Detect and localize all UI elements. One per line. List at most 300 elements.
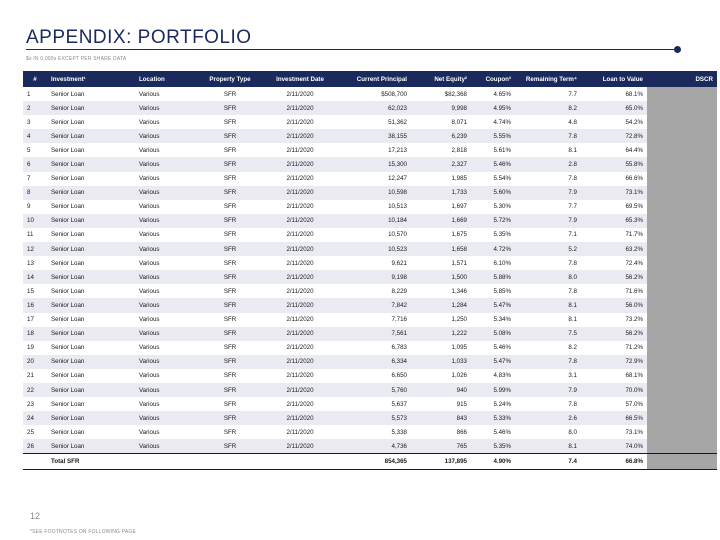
cell-investment: Senior Loan: [47, 115, 135, 129]
cell-remaining-term: 8.1: [515, 313, 581, 327]
cell-property-type: SFR: [195, 101, 265, 115]
cell-dscr: [647, 313, 717, 327]
cell-dscr: [647, 172, 717, 186]
cell-net-equity: 1,250: [411, 313, 471, 327]
table-row: [23, 327, 717, 341]
cell-investment: Senior Loan: [47, 313, 135, 327]
cell-property-type: SFR: [195, 383, 265, 397]
cell-investment-date: 2/11/2020: [265, 327, 335, 341]
cell-coupon: 4.72%: [471, 242, 515, 256]
cell-investment: Senior Loan: [47, 270, 135, 284]
cell-number: 10: [23, 214, 47, 228]
cell-location: Various: [135, 172, 195, 186]
cell-coupon: 5.55%: [471, 129, 515, 143]
cell-investment-date: 2/11/2020: [265, 242, 335, 256]
cell-coupon: 5.46%: [471, 157, 515, 171]
table-row: [23, 284, 717, 298]
cell-dscr: [647, 327, 717, 341]
units-note: $s IN 0,000s EXCEPT PER SHARE DATA: [26, 56, 127, 62]
cell-location: Various: [135, 157, 195, 171]
cell-loan-to-value: 72.8%: [581, 129, 647, 143]
cell-dscr: [647, 355, 717, 369]
cell-investment: Senior Loan: [47, 200, 135, 214]
cell-current-principal: 8,229: [335, 284, 411, 298]
cell-coupon: 5.35%: [471, 439, 515, 454]
cell-current-principal: 10,523: [335, 242, 411, 256]
cell-investment: Senior Loan: [47, 411, 135, 425]
cell-number: 2: [23, 101, 47, 115]
cell-coupon: 5.72%: [471, 214, 515, 228]
cell-location: Various: [135, 341, 195, 355]
cell-dscr: [647, 129, 717, 143]
cell-remaining-term: 8.0: [515, 425, 581, 439]
cell-location: Various: [135, 355, 195, 369]
cell-loan-to-value: 65.0%: [581, 101, 647, 115]
cell-property-type: SFR: [195, 284, 265, 298]
cell-current-principal: 12,247: [335, 172, 411, 186]
cell-loan-to-value: 74.0%: [581, 439, 647, 454]
cell-dscr: [647, 397, 717, 411]
cell-coupon: 5.30%: [471, 200, 515, 214]
cell-net-equity: $82,368: [411, 87, 471, 101]
title-divider: [26, 49, 678, 50]
cell-investment-date: 2/11/2020: [265, 425, 335, 439]
cell-net-equity: 1,571: [411, 256, 471, 270]
table-row: [23, 439, 717, 454]
cell-investment: Senior Loan: [47, 425, 135, 439]
cell-investment-date: 2/11/2020: [265, 439, 335, 454]
cell-current-principal: 10,184: [335, 214, 411, 228]
cell-current-principal: 15,300: [335, 157, 411, 171]
cell-remaining-term: 7.8: [515, 397, 581, 411]
cell-location: Various: [135, 143, 195, 157]
cell-net-equity: 1,500: [411, 270, 471, 284]
cell-property-type: SFR: [195, 425, 265, 439]
cell-coupon: 5.47%: [471, 355, 515, 369]
column-header-net-equity: Net Equity²: [411, 71, 471, 87]
cell-property-type: SFR: [195, 200, 265, 214]
cell-number: 8: [23, 186, 47, 200]
total-cell-remaining-term: 7.4: [515, 454, 581, 470]
cell-property-type: SFR: [195, 411, 265, 425]
cell-property-type: SFR: [195, 313, 265, 327]
cell-number: 7: [23, 172, 47, 186]
cell-dscr: [647, 101, 717, 115]
cell-net-equity: 1,669: [411, 214, 471, 228]
cell-loan-to-value: 56.2%: [581, 327, 647, 341]
cell-number: 21: [23, 369, 47, 383]
cell-investment: Senior Loan: [47, 298, 135, 312]
table-row: [23, 115, 717, 129]
cell-property-type: SFR: [195, 327, 265, 341]
cell-location: Various: [135, 200, 195, 214]
cell-coupon: 4.83%: [471, 369, 515, 383]
cell-current-principal: 6,783: [335, 341, 411, 355]
cell-number: 15: [23, 284, 47, 298]
cell-investment-date: 2/11/2020: [265, 313, 335, 327]
cell-net-equity: 940: [411, 383, 471, 397]
cell-investment-date: 2/11/2020: [265, 101, 335, 115]
column-header-location: Location: [135, 71, 195, 87]
cell-loan-to-value: 56.2%: [581, 270, 647, 284]
cell-current-principal: 7,842: [335, 298, 411, 312]
cell-loan-to-value: 69.5%: [581, 200, 647, 214]
cell-location: Various: [135, 87, 195, 101]
column-header-number: #: [23, 71, 47, 87]
cell-investment-date: 2/11/2020: [265, 200, 335, 214]
cell-loan-to-value: 73.2%: [581, 313, 647, 327]
cell-investment: Senior Loan: [47, 355, 135, 369]
footnote: *SEE FOOTNOTES ON FOLLOWING PAGE: [30, 529, 137, 535]
cell-net-equity: 866: [411, 425, 471, 439]
cell-number: 20: [23, 355, 47, 369]
table-row: [23, 256, 717, 270]
cell-remaining-term: 8.1: [515, 439, 581, 454]
cell-property-type: SFR: [195, 242, 265, 256]
cell-location: Various: [135, 313, 195, 327]
cell-loan-to-value: 72.4%: [581, 256, 647, 270]
total-cell-net-equity: 137,895: [411, 454, 471, 470]
total-cell-loan-to-value: 66.8%: [581, 454, 647, 470]
cell-number: 1: [23, 87, 47, 101]
cell-number: 24: [23, 411, 47, 425]
cell-remaining-term: 8.2: [515, 101, 581, 115]
cell-current-principal: 5,338: [335, 425, 411, 439]
column-header-current-principal: Current Principal: [335, 71, 411, 87]
cell-investment-date: 2/11/2020: [265, 115, 335, 129]
cell-dscr: [647, 200, 717, 214]
title-divider-dot: [674, 46, 681, 53]
cell-coupon: 5.60%: [471, 186, 515, 200]
cell-location: Various: [135, 242, 195, 256]
cell-net-equity: 1,733: [411, 186, 471, 200]
cell-property-type: SFR: [195, 172, 265, 186]
cell-remaining-term: 2.8: [515, 157, 581, 171]
total-cell-investment: Total SFR: [47, 454, 135, 470]
cell-property-type: SFR: [195, 186, 265, 200]
cell-location: Various: [135, 101, 195, 115]
cell-coupon: 4.95%: [471, 101, 515, 115]
cell-current-principal: 5,573: [335, 411, 411, 425]
cell-number: 3: [23, 115, 47, 129]
table-row: [23, 411, 717, 425]
cell-dscr: [647, 186, 717, 200]
cell-investment-date: 2/11/2020: [265, 186, 335, 200]
cell-loan-to-value: 63.2%: [581, 242, 647, 256]
cell-investment: Senior Loan: [47, 439, 135, 454]
column-header-investment-date: Investment Date: [265, 71, 335, 87]
cell-dscr: [647, 369, 717, 383]
cell-location: Various: [135, 298, 195, 312]
cell-current-principal: 17,213: [335, 143, 411, 157]
cell-current-principal: 9,621: [335, 256, 411, 270]
cell-investment: Senior Loan: [47, 186, 135, 200]
cell-location: Various: [135, 439, 195, 454]
cell-loan-to-value: 72.9%: [581, 355, 647, 369]
column-header-investment: Investment¹: [47, 71, 135, 87]
cell-dscr: [647, 284, 717, 298]
cell-net-equity: 915: [411, 397, 471, 411]
cell-net-equity: 1,346: [411, 284, 471, 298]
cell-property-type: SFR: [195, 115, 265, 129]
total-cell-dscr: [647, 454, 717, 470]
total-cell-location: [135, 454, 195, 470]
cell-location: Various: [135, 115, 195, 129]
cell-net-equity: 1,658: [411, 242, 471, 256]
cell-current-principal: 10,513: [335, 200, 411, 214]
table-row: [23, 87, 717, 101]
cell-property-type: SFR: [195, 397, 265, 411]
cell-dscr: [647, 242, 717, 256]
cell-investment-date: 2/11/2020: [265, 270, 335, 284]
table-row: [23, 157, 717, 171]
table-row: [23, 143, 717, 157]
cell-coupon: 5.99%: [471, 383, 515, 397]
cell-property-type: SFR: [195, 369, 265, 383]
cell-remaining-term: 7.8: [515, 256, 581, 270]
cell-loan-to-value: 71.7%: [581, 228, 647, 242]
table-row: [23, 228, 717, 242]
cell-investment-date: 2/11/2020: [265, 228, 335, 242]
cell-location: Various: [135, 228, 195, 242]
cell-remaining-term: 7.9: [515, 214, 581, 228]
cell-investment-date: 2/11/2020: [265, 397, 335, 411]
cell-remaining-term: 3.1: [515, 369, 581, 383]
cell-current-principal: 10,570: [335, 228, 411, 242]
cell-investment: Senior Loan: [47, 397, 135, 411]
cell-coupon: 5.88%: [471, 270, 515, 284]
cell-current-principal: $508,700: [335, 87, 411, 101]
cell-remaining-term: 2.6: [515, 411, 581, 425]
cell-investment: Senior Loan: [47, 101, 135, 115]
cell-coupon: 5.35%: [471, 228, 515, 242]
cell-remaining-term: 7.8: [515, 129, 581, 143]
cell-investment-date: 2/11/2020: [265, 298, 335, 312]
cell-property-type: SFR: [195, 143, 265, 157]
page-title: APPENDIX: PORTFOLIO: [26, 27, 252, 48]
cell-net-equity: 1,697: [411, 200, 471, 214]
cell-dscr: [647, 425, 717, 439]
cell-coupon: 5.54%: [471, 172, 515, 186]
cell-dscr: [647, 298, 717, 312]
cell-remaining-term: 8.0: [515, 270, 581, 284]
cell-current-principal: 5,637: [335, 397, 411, 411]
cell-loan-to-value: 73.1%: [581, 425, 647, 439]
total-cell-number: [23, 454, 47, 470]
cell-number: 12: [23, 242, 47, 256]
cell-number: 19: [23, 341, 47, 355]
cell-investment: Senior Loan: [47, 256, 135, 270]
cell-current-principal: 62,023: [335, 101, 411, 115]
cell-net-equity: 8,071: [411, 115, 471, 129]
table-row: [23, 270, 717, 284]
cell-remaining-term: 7.8: [515, 355, 581, 369]
cell-location: Various: [135, 411, 195, 425]
cell-dscr: [647, 214, 717, 228]
cell-remaining-term: 7.8: [515, 284, 581, 298]
cell-remaining-term: 7.5: [515, 327, 581, 341]
cell-investment-date: 2/11/2020: [265, 87, 335, 101]
cell-investment-date: 2/11/2020: [265, 143, 335, 157]
cell-net-equity: 1,026: [411, 369, 471, 383]
cell-dscr: [647, 115, 717, 129]
cell-investment: Senior Loan: [47, 172, 135, 186]
cell-coupon: 5.46%: [471, 425, 515, 439]
cell-property-type: SFR: [195, 157, 265, 171]
cell-number: 22: [23, 383, 47, 397]
cell-property-type: SFR: [195, 87, 265, 101]
table-row: [23, 129, 717, 143]
cell-loan-to-value: 55.8%: [581, 157, 647, 171]
table-row: [23, 341, 717, 355]
cell-coupon: 5.61%: [471, 143, 515, 157]
cell-investment: Senior Loan: [47, 327, 135, 341]
cell-number: 17: [23, 313, 47, 327]
cell-net-equity: 1,985: [411, 172, 471, 186]
cell-coupon: 5.08%: [471, 327, 515, 341]
cell-number: 9: [23, 200, 47, 214]
cell-current-principal: 4,736: [335, 439, 411, 454]
cell-net-equity: 1,095: [411, 341, 471, 355]
cell-location: Various: [135, 256, 195, 270]
cell-property-type: SFR: [195, 129, 265, 143]
table-header-row: [23, 71, 717, 87]
cell-remaining-term: 7.9: [515, 186, 581, 200]
total-cell-property-type: [195, 454, 265, 470]
table-row: [23, 369, 717, 383]
cell-investment: Senior Loan: [47, 284, 135, 298]
cell-remaining-term: 7.8: [515, 172, 581, 186]
column-header-dscr: DSCR: [647, 71, 717, 87]
cell-current-principal: 51,362: [335, 115, 411, 129]
cell-loan-to-value: 71.2%: [581, 341, 647, 355]
cell-dscr: [647, 341, 717, 355]
cell-coupon: 5.33%: [471, 411, 515, 425]
column-header-remaining-term: Remaining Term⁴: [515, 71, 581, 87]
cell-remaining-term: 7.9: [515, 383, 581, 397]
cell-loan-to-value: 65.3%: [581, 214, 647, 228]
cell-net-equity: 1,033: [411, 355, 471, 369]
cell-dscr: [647, 228, 717, 242]
cell-investment-date: 2/11/2020: [265, 256, 335, 270]
table-row: [23, 101, 717, 115]
cell-loan-to-value: 68.1%: [581, 87, 647, 101]
cell-current-principal: 7,561: [335, 327, 411, 341]
cell-remaining-term: 8.2: [515, 341, 581, 355]
cell-property-type: SFR: [195, 298, 265, 312]
cell-investment-date: 2/11/2020: [265, 341, 335, 355]
cell-location: Various: [135, 284, 195, 298]
table-body: [23, 87, 717, 454]
cell-net-equity: 2,327: [411, 157, 471, 171]
cell-investment-date: 2/11/2020: [265, 411, 335, 425]
cell-investment: Senior Loan: [47, 129, 135, 143]
cell-number: 25: [23, 425, 47, 439]
cell-dscr: [647, 411, 717, 425]
cell-investment: Senior Loan: [47, 157, 135, 171]
cell-property-type: SFR: [195, 256, 265, 270]
cell-investment-date: 2/11/2020: [265, 355, 335, 369]
cell-current-principal: 6,650: [335, 369, 411, 383]
cell-dscr: [647, 439, 717, 454]
cell-current-principal: 7,716: [335, 313, 411, 327]
cell-location: Various: [135, 214, 195, 228]
cell-location: Various: [135, 129, 195, 143]
cell-loan-to-value: 68.1%: [581, 369, 647, 383]
cell-remaining-term: 8.1: [515, 298, 581, 312]
cell-current-principal: 5,760: [335, 383, 411, 397]
cell-loan-to-value: 56.0%: [581, 298, 647, 312]
cell-coupon: 4.74%: [471, 115, 515, 129]
cell-dscr: [647, 270, 717, 284]
table-row: [23, 425, 717, 439]
cell-remaining-term: 7.1: [515, 228, 581, 242]
cell-location: Various: [135, 383, 195, 397]
cell-loan-to-value: 57.0%: [581, 397, 647, 411]
cell-location: Various: [135, 270, 195, 284]
cell-net-equity: 6,239: [411, 129, 471, 143]
cell-remaining-term: 5.2: [515, 242, 581, 256]
table-row: [23, 397, 717, 411]
cell-net-equity: 843: [411, 411, 471, 425]
cell-investment: Senior Loan: [47, 242, 135, 256]
cell-coupon: 6.10%: [471, 256, 515, 270]
cell-number: 11: [23, 228, 47, 242]
cell-property-type: SFR: [195, 439, 265, 454]
cell-net-equity: 765: [411, 439, 471, 454]
cell-loan-to-value: 73.1%: [581, 186, 647, 200]
cell-number: 6: [23, 157, 47, 171]
cell-location: Various: [135, 425, 195, 439]
cell-current-principal: 6,334: [335, 355, 411, 369]
cell-net-equity: 9,998: [411, 101, 471, 115]
cell-loan-to-value: 54.2%: [581, 115, 647, 129]
cell-property-type: SFR: [195, 270, 265, 284]
cell-dscr: [647, 383, 717, 397]
cell-number: 16: [23, 298, 47, 312]
cell-number: 13: [23, 256, 47, 270]
cell-number: 4: [23, 129, 47, 143]
cell-investment: Senior Loan: [47, 228, 135, 242]
cell-location: Various: [135, 369, 195, 383]
column-header-property-type: Property Type: [195, 71, 265, 87]
cell-investment-date: 2/11/2020: [265, 172, 335, 186]
table-row: [23, 242, 717, 256]
cell-current-principal: 10,598: [335, 186, 411, 200]
total-cell-investment-date: [265, 454, 335, 470]
cell-investment-date: 2/11/2020: [265, 383, 335, 397]
cell-coupon: 5.24%: [471, 397, 515, 411]
portfolio-table: [23, 71, 717, 470]
cell-number: 26: [23, 439, 47, 454]
cell-remaining-term: 4.8: [515, 115, 581, 129]
page-number: 12: [30, 511, 41, 521]
cell-current-principal: 9,198: [335, 270, 411, 284]
table-row: [23, 214, 717, 228]
cell-number: 5: [23, 143, 47, 157]
cell-investment: Senior Loan: [47, 369, 135, 383]
cell-current-principal: 38,155: [335, 129, 411, 143]
cell-location: Various: [135, 186, 195, 200]
column-header-loan-to-value: Loan to Value: [581, 71, 647, 87]
cell-net-equity: 1,675: [411, 228, 471, 242]
cell-investment-date: 2/11/2020: [265, 214, 335, 228]
cell-coupon: 4.65%: [471, 87, 515, 101]
cell-net-equity: 2,818: [411, 143, 471, 157]
cell-dscr: [647, 87, 717, 101]
total-cell-coupon: 4.90%: [471, 454, 515, 470]
cell-investment-date: 2/11/2020: [265, 284, 335, 298]
